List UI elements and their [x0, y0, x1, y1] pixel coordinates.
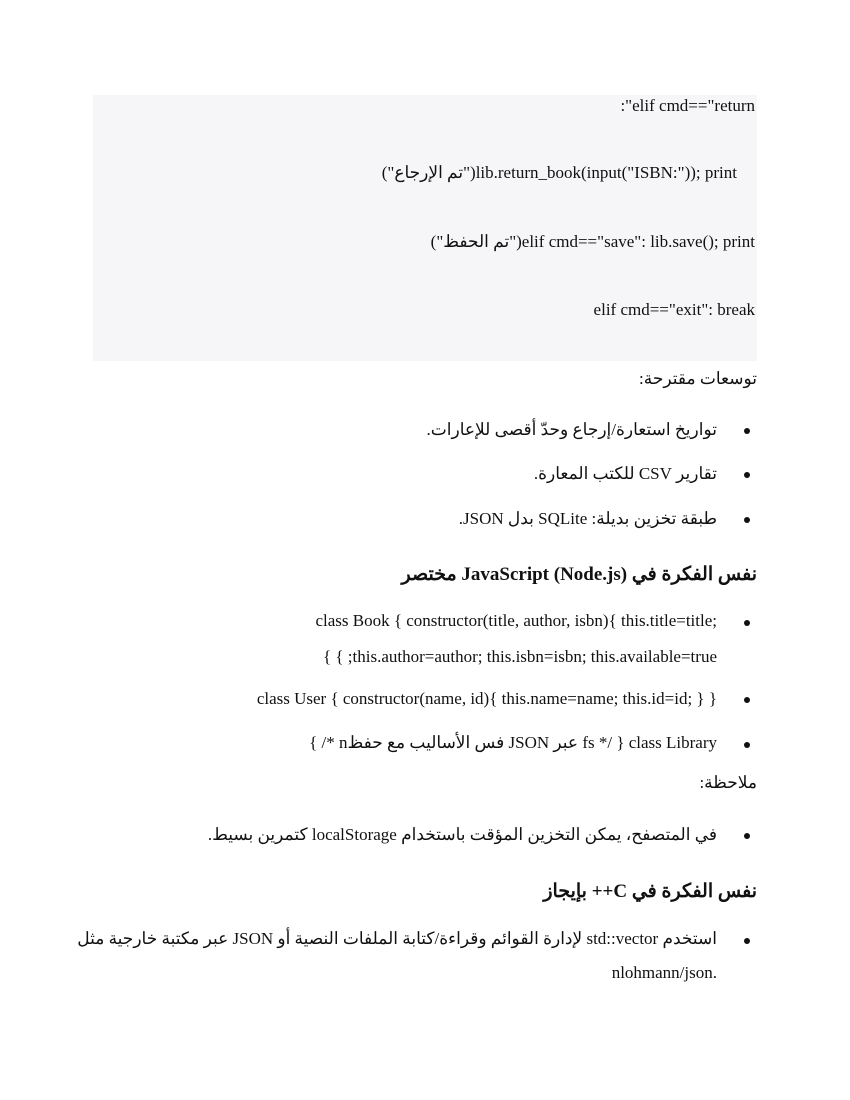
- code-line: :"elif cmd=="return: [620, 96, 755, 115]
- list-item: تقارير CSV للكتب المعارة.: [533, 464, 717, 483]
- cpp-section-heading: نفس الفكرة في C++ بإيجاز: [543, 881, 757, 902]
- bullet: [744, 517, 750, 523]
- list-item-continuation: .nlohmann/json: [611, 963, 717, 982]
- list-item-continuation: { { ;this.author=author; this.isbn=isbn; this.available=true: [322, 647, 717, 666]
- bullet: [744, 833, 750, 839]
- bullet: [744, 742, 750, 748]
- list-item: class Book { constructor(title, author, isbn){ this.title=title;: [315, 611, 717, 630]
- code-line: elif cmd=="exit": break: [593, 300, 755, 319]
- note-title: ملاحظة:: [699, 773, 757, 792]
- list-item: طبقة تخزين بديلة: SQLite بدل JSON.: [458, 509, 717, 528]
- js-section-heading: نفس الفكرة في JavaScript (Node.js) مختصر: [401, 564, 757, 585]
- code-line: ("تم الحفظ")elif cmd=="save": lib.save(); print: [430, 232, 755, 251]
- code-block: [93, 95, 757, 361]
- list-item: class User { constructor(name, id){ this.name=name; this.id=id; } }: [256, 689, 717, 708]
- code-line: ("تم الإرجاع")lib.return_book(input("ISBN:")); print: [381, 163, 737, 182]
- bullet: [744, 697, 750, 703]
- list-item: استخدم std::vector لإدارة القوائم وقراءة/كتابة الملفات النصية أو JSON عبر مكتبة خارجية مثل: [77, 929, 717, 948]
- bullet: [744, 428, 750, 434]
- bullet: [744, 938, 750, 944]
- extensions-title: توسعات مقترحة:: [639, 369, 757, 388]
- list-item: في المتصفح، يمكن التخزين المؤقت باستخدام localStorage كتمرين بسيط.: [207, 825, 717, 844]
- bullet: [744, 472, 750, 478]
- list-item: { /* nفس الأساليب مع حفظ JSON عبر fs */ } class Library: [309, 733, 717, 752]
- list-item: تواريخ استعارة/إرجاع وحدّ أقصى للإعارات.: [426, 420, 717, 439]
- bullet: [744, 620, 750, 626]
